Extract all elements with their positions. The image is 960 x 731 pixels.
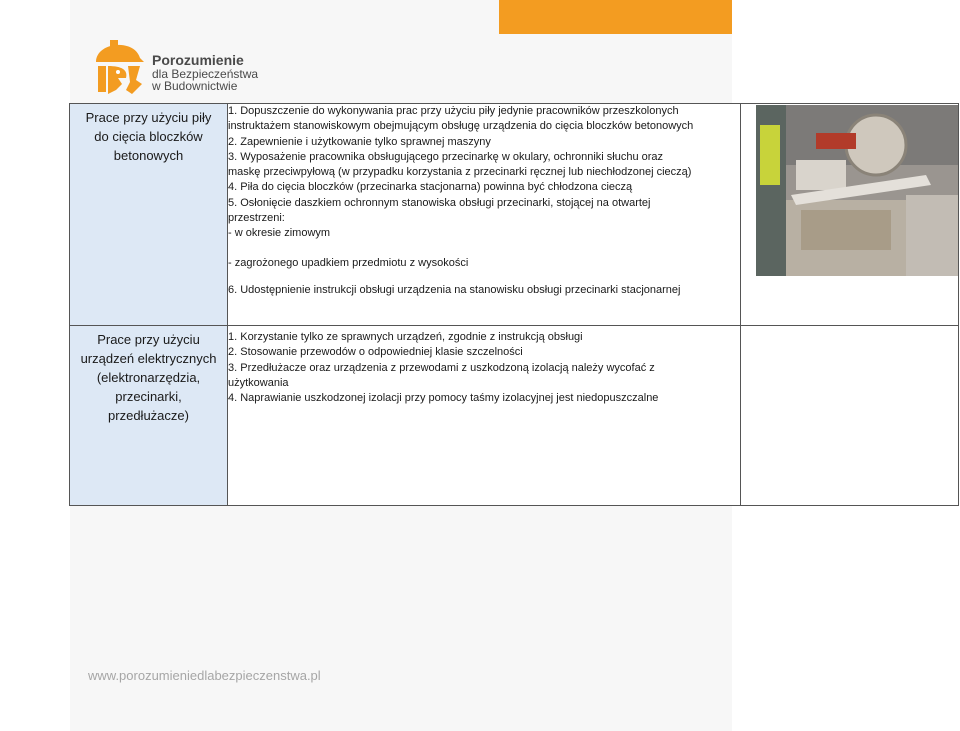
logo-line-1: Porozumienie: [152, 52, 244, 68]
activity-title-line: Prace przy użyciu: [97, 332, 200, 347]
measure-text: 2. Stosowanie przewodów o odpowiedniej klasie szczelności: [228, 346, 523, 359]
measure-text: - zagrożonego upadkiem przedmiotu z wysokości: [228, 256, 469, 269]
activity-title-line: przecinarki,: [115, 389, 182, 404]
measures-description-cell: [228, 104, 741, 326]
photo-cell-empty: [741, 326, 959, 506]
measure-text: 3. Przedłużacze oraz urządzenia z przewodami z uszkodzoną izolacją należy wycofać z: [228, 361, 655, 374]
activity-title-line: do cięcia bloczków: [94, 129, 203, 144]
logo-line-2: dla Bezpieczeństwa: [152, 67, 259, 81]
activity-title-line: Prace przy użyciu piły: [85, 110, 212, 125]
safety-measures-table: [69, 103, 959, 506]
measure-text: 1. Dopuszczenie do wykonywania prac przy użyciu piły jedynie pracowników przeszkolonych: [228, 105, 679, 117]
measure-text: 2. Zapewnienie i użytkowanie tylko sprawnej maszyny: [228, 135, 491, 148]
logo-wordmark: [152, 54, 258, 92]
measure-text: 4. Piła do cięcia bloczków (przecinarka stacjonarna) powinna być chłodzona cieczą: [228, 181, 633, 194]
activity-title-line: przedłużacze): [108, 408, 189, 423]
activity-title-line: (elektronarzędzia,: [96, 370, 201, 385]
measure-text: 3. Wyposażenie pracownika obsługującego przecinarkę w okulary, ochronniki słuchu oraz: [228, 150, 664, 163]
activity-title-line: betonowych: [113, 148, 184, 163]
measures-description-cell: [228, 326, 741, 506]
measure-text: 5. Osłonięcie daszkiem ochronnym stanowiska obsługi przecinarki, stojącej na otwartej: [228, 196, 651, 209]
measure-text: 1. Korzystanie tylko ze sprawnych urządzeń, zgodnie z instrukcją obsługi: [228, 331, 583, 343]
photo-cell: [741, 104, 959, 326]
activity-title-line: urządzeń elektrycznych: [80, 351, 217, 366]
measure-text: użytkowania: [228, 376, 289, 389]
measure-text: przestrzeni:: [228, 212, 285, 225]
table-row: [70, 326, 959, 506]
measure-text: 6. Udostępnienie instrukcji obsługi urządzenia na stanowisku obsługi przecinarki stacjonarnej: [228, 283, 681, 296]
stationary-saw-photo-icon: [756, 105, 958, 276]
logo-line-3: w Budownictwie: [152, 79, 238, 93]
measure-text: 4. Naprawianie uszkodzonej izolacji przy pomocy taśmy izolacyjnej jest niedopuszczalne: [228, 392, 659, 405]
measure-text: instruktażem stanowiskowym obejmującym obsługę urządzenia do cięcia bloczków betonowych: [228, 120, 694, 133]
header-accent-bar: [499, 0, 732, 34]
measure-text: maskę przeciwpyłową (w przypadku korzystania z przecinarki ręcznej lub niechłodzonej cieczą): [228, 166, 692, 179]
footer-website-url: www.porozumieniedlabezpieczenstwa.pl: [88, 668, 321, 683]
worker-helmet-logo-icon: [88, 32, 148, 98]
measure-text: - w okresie zimowym: [228, 227, 331, 240]
table-row: [70, 104, 959, 326]
activity-title-cell: [70, 104, 228, 326]
activity-title-cell: [70, 326, 228, 506]
